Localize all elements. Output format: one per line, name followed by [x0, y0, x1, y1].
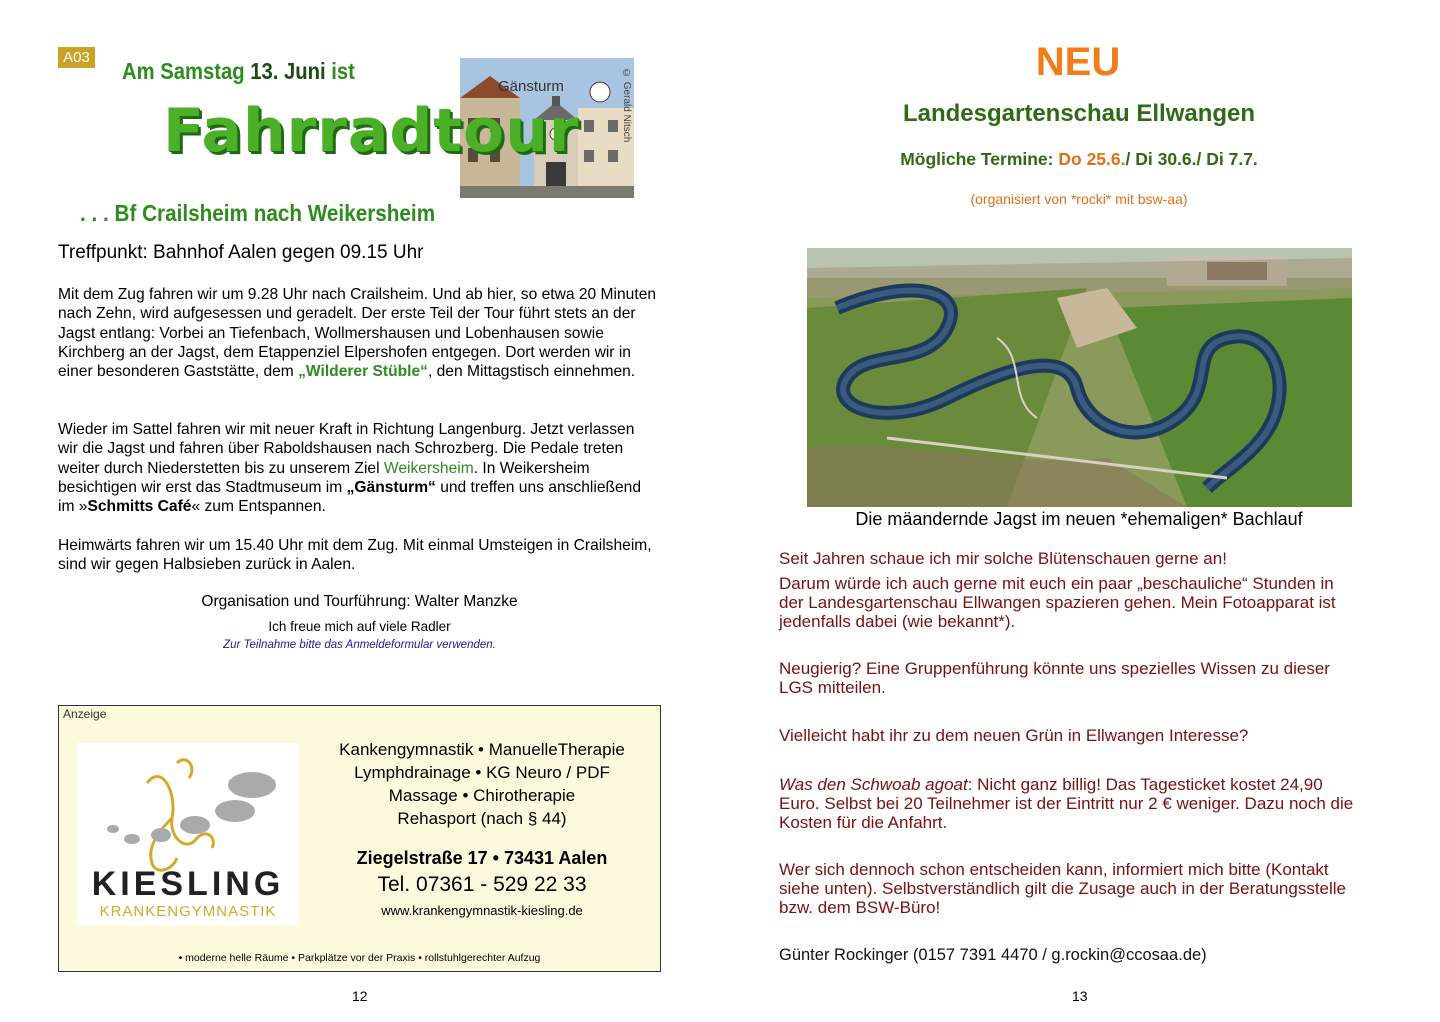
article-code-badge: A03 [58, 47, 95, 68]
right-para-5 [779, 775, 1359, 832]
right-para-1: Seit Jahren schaue ich mir solche Blütenschauen gerne an! [779, 549, 1227, 568]
right-para-4: Vielleicht habt ihr zu dem neuen Grün in Ellwangen Interesse? [779, 726, 1249, 745]
jagst-aerial-photo [807, 248, 1352, 507]
page-number-left: 12 [352, 988, 368, 1004]
paragraph-2-end: « zum Entspannen. [191, 498, 326, 516]
paragraph-2-text: Wieder im Sattel fahren wir mit neuer Kraft in Richtung Langenburg. Jetzt verlassen wir die Jagst und fahren über Raboldshausen nach Schrozberg. Die Pedale treten weiter durch Niederstetten bis zu unserem Ziel [58, 421, 635, 477]
weikersheim-highlight: Weikersheim [383, 459, 474, 477]
tour-subtitle: . . . Bf Crailsheim nach Weikersheim [80, 200, 436, 226]
meeting-point: Treffpunkt: Bahnhof Aalen gegen 09.15 Uhr [58, 242, 424, 263]
contact-line: Günter Rockinger (0157 7391 4470 / g.rockin@ccosaa.de) [779, 946, 1207, 964]
ticket-price-text: : Nicht ganz billig! Das Tagesticket kostet 24,90 Euro. Selbst bei 20 Teilnehmer ist der Eintritt nur 2 € weniger. Dazu noch die Kosten für die Anfahrt. [779, 775, 1354, 832]
greeting-line: Ich freue mich auf viele Radler [268, 619, 451, 634]
paragraph-3: Heimwärts fahren wir um 15.40 Uhr mit dem Zug. Mit einmal Umsteigen in Crailsheim, sind wir gegen Halbsieben zurück in Aalen. [58, 537, 652, 574]
paragraph-2 [58, 420, 658, 516]
headline-suffix: ist [331, 58, 355, 84]
gaensturm-bold: „Gänsturm“ [346, 478, 436, 496]
photo-label: Gänsturm [498, 78, 564, 95]
dates-rest: / Di 30.6./ Di 7.7. [1125, 149, 1258, 169]
new-label: NEU [1035, 40, 1121, 84]
schmitts-cafe: Schmitts Café [87, 498, 192, 516]
organizer-note: (organisiert von *rocki* mit bsw-aa) [970, 191, 1188, 207]
paragraph-2-mid: . In Weikersheim besichtigen wir erst das Stadtmuseum im [58, 459, 590, 496]
wilderer-stueble: „Wilderer Stüble“ [298, 363, 428, 381]
date-thursday: Do 25.6. [1058, 149, 1126, 169]
right-para-2: Darum würde ich auch gerne mit euch ein paar „beschauliche“ Stunden in der Landesgartenschau Ellwangen spazieren gehen. Mein Fotoapparat ist jedenfalls dabei (wie bekannt*). [779, 574, 1336, 631]
registration-note: Zur Teilnahme bitte das Anmeldeformular verwenden. [223, 639, 496, 651]
paragraph-2-mid2: und treffen uns anschließend im » [58, 478, 642, 516]
kiesling-logo [77, 743, 299, 925]
headline-prefix: Am Samstag [122, 58, 245, 84]
possible-dates [800, 149, 1358, 170]
paragraph-1-end: , den Mittagstisch einnehmen. [427, 363, 636, 381]
paragraph-1-text: Mit dem Zug fahren wir um 9.28 Uhr nach Crailsheim. Und ab hier, so etwa 20 Minuten nach Zehn, wird aufgesessen und geradelt. Der erste Teil der Tour führt stets an der Jagst entlang: Vorbei an Tiefenbach, Wollmershausen und Lobenhausen sowie Kirchberg an der Jagst, dem Etappenziel Elpershofen entgegen. Dort werden wir in einer besonderen Gaststätte, dem [58, 286, 657, 381]
photo-caption: Die mäandernde Jagst im neuen *ehemaligen* Bachlauf [855, 509, 1303, 529]
paragraph-1 [58, 285, 658, 381]
dates-label: Mögliche Termine: [900, 149, 1054, 169]
right-para-3: Neugierig? Eine Gruppenführung könnte uns spezielles Wissen zu dieser LGS mitteilen. [779, 659, 1330, 697]
headline-date: 13. Juni [250, 58, 326, 84]
ad-label: Anzeige [63, 707, 107, 721]
right-para-6: Wer sich dennoch schon entscheiden kann, informiert mich bitte (Kontakt siehe unten). Selbstverständlich gilt die Zusage auch in der Beratungsstelle bzw. dem BSW-Büro! [779, 860, 1347, 917]
advertisement-box [58, 705, 661, 972]
ad-address: Ziegelstraße 17 • 73431 Aalen [356, 848, 608, 868]
ad-phone: Tel. 07361 - 529 22 33 [377, 873, 587, 896]
service-line-4: Rehasport (nach § 44) [397, 809, 567, 828]
lgs-title: Landesgartenschau Ellwangen [902, 100, 1256, 127]
tour-title: Fahrradtour [163, 96, 580, 166]
service-line-3: Massage • Chirotherapie [388, 786, 576, 805]
jagst-aerial-image [807, 248, 1352, 507]
service-line-1: Kankengymnastik • ManuelleTherapie [339, 740, 625, 759]
service-line-2: Lymphdrainage • KG Neuro / PDF [354, 763, 610, 782]
logo-name: KIESLING [91, 865, 285, 903]
service-list [319, 738, 645, 830]
ad-website[interactable]: www.krankengymnastik-kiesling.de [381, 903, 583, 918]
ad-footer: • moderne helle Räume • Parkplätze vor der Praxis • rollstuhlgerechter Aufzug [178, 952, 541, 964]
photo-credit: © Gerald Nitsch [621, 68, 632, 143]
page-number-right: 13 [1072, 988, 1088, 1004]
swabian-phrase: Was den Schwoab agoat [779, 775, 968, 794]
organisation-line: Organisation und Tourführung: Walter Manzke [201, 593, 518, 610]
date-headline [122, 58, 355, 85]
logo-subtitle: KRANKENGYMNASTIK [99, 903, 277, 920]
